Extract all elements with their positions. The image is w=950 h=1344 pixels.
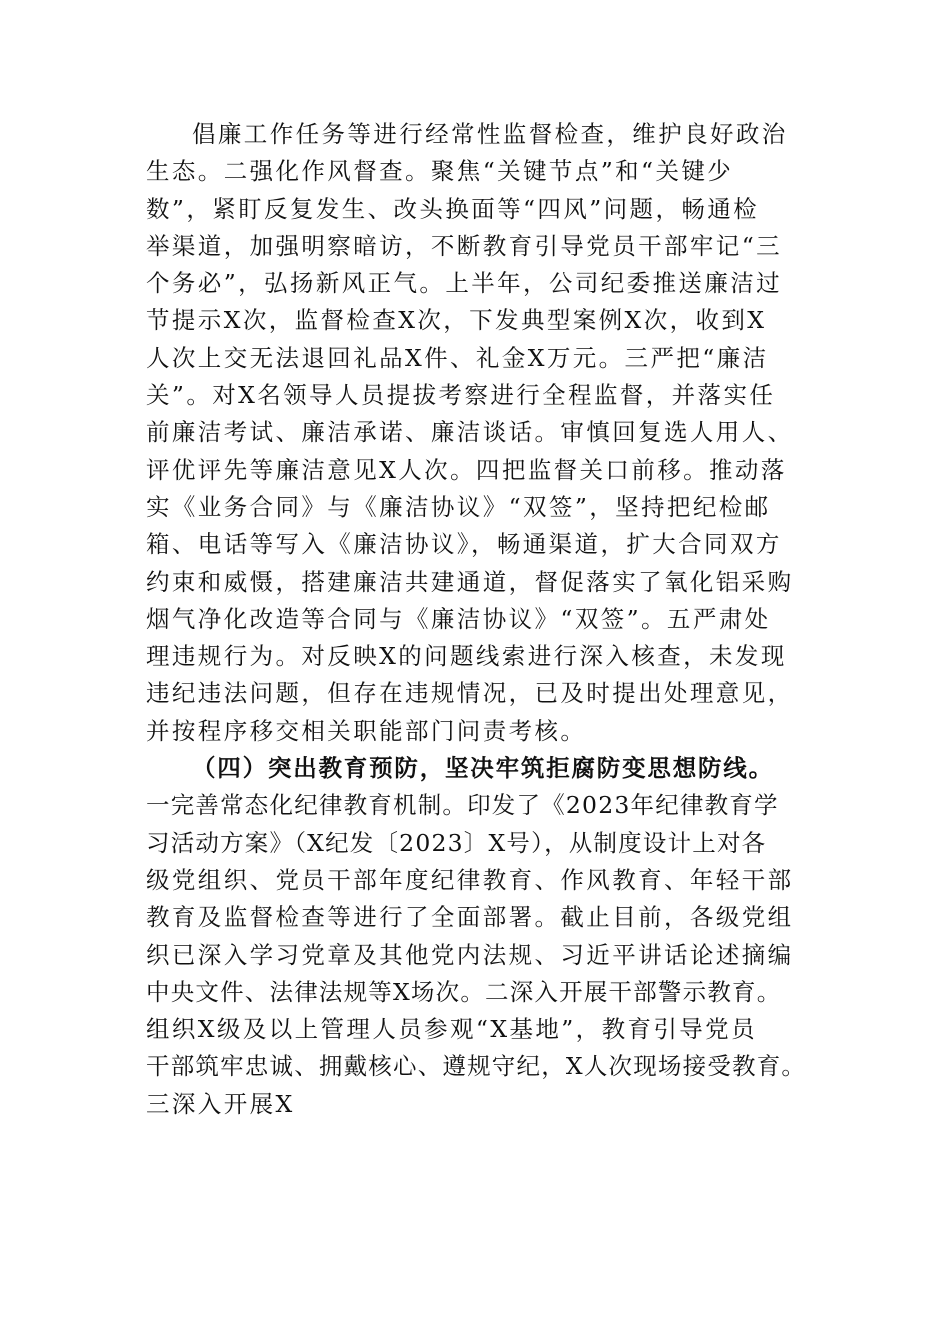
section-heading: （四）突出教育预防，坚决牢筑拒腐防变思想防线。 — [192, 754, 774, 783]
text-line: 中央文件、法律法规等X场次。二深入开展干部警示教育。 — [146, 977, 782, 1006]
text-line: 烟气净化改造等合同与《廉洁协议》“双签”。五严肃处 — [146, 604, 771, 633]
text-line: 约束和威慑，搭建廉洁共建通道，督促落实了氧化铝采购 — [146, 567, 794, 596]
text-line: 箱、电话等写入《廉洁协议》，畅通渠道，扩大合同双方 — [146, 530, 782, 559]
text-line: 关”。对X名领导人员提拔考察进行全程监督，并落实任 — [146, 381, 776, 410]
text-line: 评优评先等廉洁意见X人次。四把监督关口前移。推动落 — [146, 455, 787, 484]
text-line: 三深入开展X — [146, 1089, 295, 1118]
text-line: 并按程序移交相关职能部门问责考核。 — [146, 716, 587, 745]
text-line: 理违规行为。对反映X的问题线索进行深入核查，未发现 — [146, 642, 787, 671]
text-line: 实《业务合同》与《廉洁协议》“双签”，坚持把纪检邮 — [146, 492, 771, 521]
text-line: 习活动方案》（X纪发〔2023〕X号），从制度设计上对各 — [146, 828, 767, 857]
text-line: 一完善常态化纪律教育机制。印发了《2023年纪律教育学 — [146, 791, 779, 820]
text-line: 织已深入学习党章及其他党内法规、习近平讲话论述摘编 — [146, 940, 794, 969]
text-line: 前廉洁考试、廉洁承诺、廉洁谈话。审慎回复选人用人、 — [146, 418, 794, 447]
text-line: 教育及监督检查等进行了全面部署。截止目前，各级党组 — [146, 903, 794, 932]
text-line: 组织X级及以上管理人员参观“X基地”，教育引导党员 — [146, 1015, 757, 1044]
text-line: 生态。二强化作风督查。聚焦“关键节点”和“关键少 — [146, 157, 734, 186]
text-line: 违纪违法问题，但存在违规情况，已及时提出处理意见， — [146, 679, 794, 708]
text-line: 节提示X次，监督检查X次，下发典型案例X次，收到X — [146, 306, 767, 335]
text-line: 级党组织、党员干部年度纪律教育、作风教育、年轻干部 — [146, 865, 794, 894]
text-line: 倡廉工作任务等进行经常性监督检查，维护良好政治 — [192, 120, 788, 148]
body-text — [146, 116, 826, 1123]
text-line: 个务必”，弘扬新风正气。上半年，公司纪委推送廉洁过 — [146, 269, 783, 298]
text-line: 举渠道，加强明察暗访，不断教育引导党员干部牢记“三 — [146, 231, 783, 260]
text-line: 人次上交无法退回礼品X件、礼金X万元。三严把“廉洁 — [146, 343, 769, 372]
text-line: 数”，紧盯反复发生、改头换面等“四风”问题，畅通检 — [146, 194, 760, 223]
text-line: 干部筑牢忠诚、拥戴核心、遵规守纪，X人次现场接受教育。 — [146, 1052, 807, 1081]
